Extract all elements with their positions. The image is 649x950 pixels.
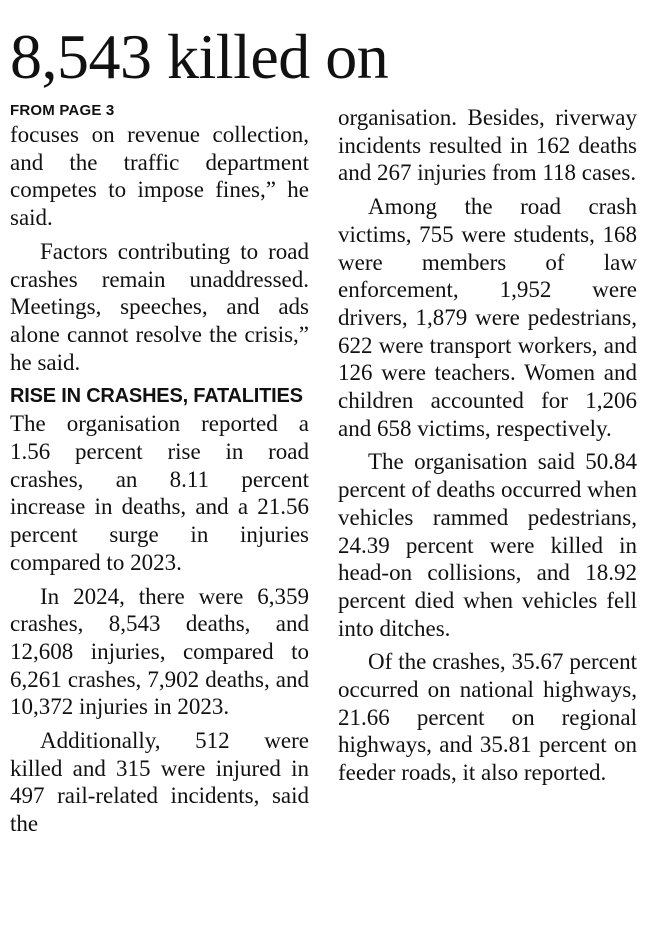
paragraph: Factors contributing to road crashes remain unaddressed. Meetings, speeches, and ads alone cannot resolve the crisis,” he said.: [10, 238, 309, 375]
paragraph: In 2024, there were 6,359 crashes, 8,543 deaths, and 12,608 injuries, compared to 6,261 crashes, 7,902 deaths, and 10,372 injuries in 2023.: [10, 583, 309, 720]
paragraph: Of the crashes, 35.67 percent occurred on national highways, 21.66 percent on regional highways, and 35.81 percent on feeder roads, it also reported.: [338, 649, 637, 786]
headline: 8,543 killed on: [10, 21, 389, 92]
article-column-left: [10, 101, 309, 844]
paragraph: The organisation said 50.84 percent of deaths occurred when vehicles rammed pedestrians, 24.39 percent were killed in head-on collisions, and 18.92 percent died when vehicles fell into ditches.: [338, 449, 637, 641]
paragraph: Additionally, 512 were killed and 315 were injured in 497 rail-related incidents, said the: [10, 728, 309, 837]
continuation-kicker: FROM PAGE 3: [10, 102, 115, 119]
paragraph: focuses on revenue collection, and the traffic department competes to impose fines,” he said.: [10, 122, 309, 231]
paragraph: organisation. Besides, riverway incidents resulted in 162 deaths and 267 injuries from 118 cases.: [338, 105, 637, 186]
paragraph: The organisation reported a 1.56 percent rise in road crashes, an 8.11 percent increase in deaths, and a 21.56 percent surge in injuries compared to 2023.: [10, 411, 309, 575]
article-column-right: [338, 101, 637, 793]
paragraph: Among the road crash victims, 755 were students, 168 were members of law enforcement, 1,952 were drivers, 1,879 were pedestrians, 622 were transport workers, and 126 were teachers. Women and children accounted for 1,206 and 658 victims, respectively.: [338, 194, 637, 441]
section-subheading: RISE IN CRASHES, FATALITIES: [10, 385, 303, 408]
